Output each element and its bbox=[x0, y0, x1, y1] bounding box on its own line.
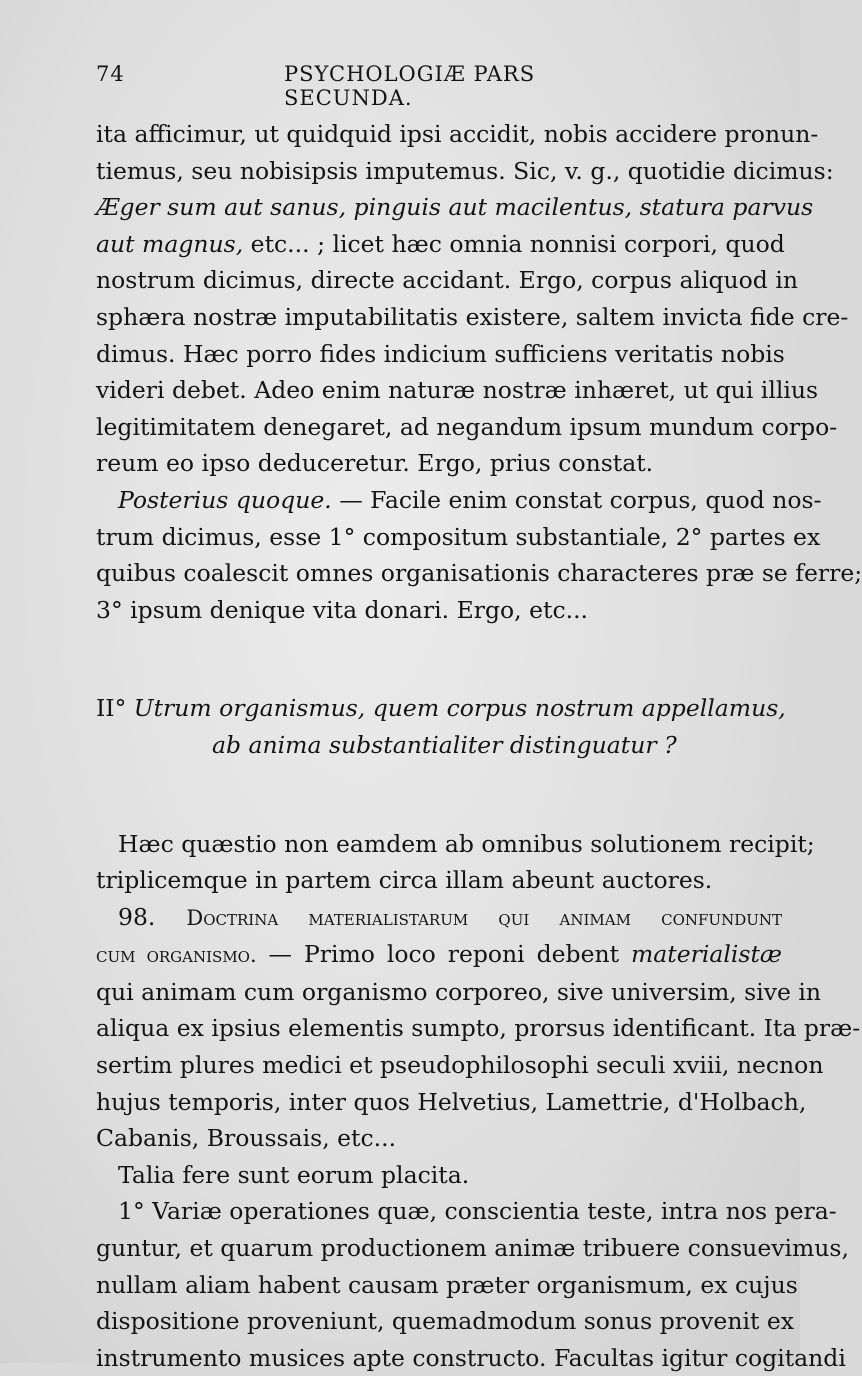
page-number: 74 bbox=[96, 62, 125, 86]
text-line: legitimitatem denegaret, ad negandum ipsum mundum corpo- bbox=[96, 412, 838, 441]
section-heading: II° Utrum organismus, quem corpus nostrum appellamus, bbox=[96, 694, 786, 723]
text-line: Talia fere sunt eorum placita. bbox=[118, 1160, 470, 1189]
italic-phrase: Æger sum aut sanus, pinguis aut macilentus, statura parvus bbox=[96, 193, 814, 222]
running-title: PSYCHOLOGIÆ PARS SECUNDA. bbox=[284, 62, 536, 110]
text-line: quibus coalescit omnes organisationis characteres præ se ferre; bbox=[96, 559, 862, 588]
text-line: videri debet. Adeo enim naturæ nostræ inhæret, ut qui illius bbox=[96, 376, 819, 405]
text-line: Posterius quoque. — Facile enim constat corpus, quod nos- bbox=[118, 485, 822, 514]
text-line: hujus temporis, inter quos Helvetius, Lamettrie, d'Holbach, bbox=[96, 1087, 807, 1116]
text-line: aliqua ex ipsius elementis sumpto, prorsus identificant. Ita præ- bbox=[96, 1014, 861, 1043]
section-number: II° bbox=[96, 694, 127, 723]
italic-phrase: Posterius quoque. bbox=[118, 485, 332, 514]
text-line: 3° ipsum denique vita donari. Ergo, etc... bbox=[96, 595, 589, 624]
text-line: tiemus, seu nobisipsis imputemus. Sic, v. g., quotidie dicimus: bbox=[96, 156, 834, 185]
text-line: qui animam cum organismo corporeo, sive universim, sive in bbox=[96, 977, 822, 1006]
text-line: Cabanis, Broussais, etc... bbox=[96, 1124, 397, 1153]
text-line: 1° Variæ operationes quæ, conscientia teste, intra nos pera- bbox=[118, 1197, 837, 1226]
text-line: nostrum dicimus, directe accidant. Ergo, corpus aliquod in bbox=[96, 266, 798, 295]
text-line: guntur, et quarum productionem animæ tribuere consuevimus, bbox=[96, 1234, 849, 1263]
text-line: dispositione proveniunt, quemadmodum sonus provenit ex bbox=[96, 1307, 795, 1336]
text-line: sphæra nostræ imputabilitatis existere, saltem invicta fide cre- bbox=[96, 302, 849, 331]
text-line: dimus. Hæc porro fides indicium sufficiens veritatis nobis bbox=[96, 339, 785, 368]
italic-phrase: aut magnus, bbox=[96, 229, 244, 258]
text-line: Hæc quæstio non eamdem ab omnibus solutionem recipit; bbox=[118, 829, 815, 858]
text-line: trum dicimus, esse 1° compositum substantiale, 2° partes ex bbox=[96, 522, 821, 551]
text-line: triplicemque in partem circa illam abeunt auctores. bbox=[96, 866, 713, 895]
text-line bbox=[96, 189, 814, 226]
text-line: nullam aliam habent causam præter organismum, ex cujus bbox=[96, 1270, 798, 1299]
text-line: aut magnus, etc... ; licet hæc omnia nonnisi corpori, quod bbox=[96, 229, 785, 258]
paragraph-number: 98. bbox=[118, 902, 187, 931]
section-heading: ab anima substantialiter distinguatur ? bbox=[212, 730, 677, 759]
text-line: cum organismo. — Primo loco reponi debent materialistæ bbox=[96, 940, 783, 969]
text-line: instrumento musices apte constructo. Facultas igitur cogitandi bbox=[96, 1343, 846, 1372]
text-line bbox=[96, 899, 782, 937]
page-body bbox=[96, 116, 862, 1376]
paragraph-title: Doctrina materialistarum qui animam confundunt bbox=[186, 905, 783, 930]
text-line: sertim plures medici et pseudophilosophi seculi xviii, necnon bbox=[96, 1051, 824, 1080]
text-line: reum eo ipso deduceretur. Ergo, prius constat. bbox=[96, 449, 654, 478]
text-line: ita afficimur, ut quidquid ipsi accidit, nobis accidere pronun- bbox=[96, 120, 819, 148]
